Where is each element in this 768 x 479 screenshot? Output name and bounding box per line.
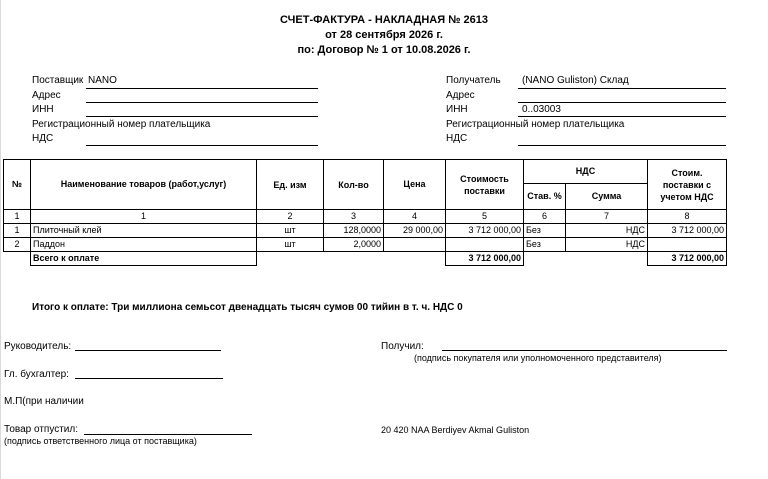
supplier-name-line [86,88,318,89]
recipient-address-line [518,102,726,103]
col-number: 1 [4,210,31,224]
recipient-reg-label: Регистрационный номер плательщика [446,119,625,130]
col-header-price: Цена [384,160,446,210]
total-spacer [4,252,31,266]
supplier-name: NANO [88,75,117,86]
row-unit: шт [257,238,324,252]
total-label: Всего к оплате [31,252,257,266]
column-number-row [4,210,727,224]
total-spacer [257,252,324,266]
recipient-inn-value: 0..03003 [522,104,561,115]
received-note: (подпись покупателя или уполномоченного представителя) [414,353,662,363]
supplier-address-line [86,102,318,103]
director-label: Руководитель: [4,341,72,352]
col-header-vat-rate: Став. % [524,184,566,210]
total-spacer [566,252,648,266]
col-header-vat-sum: Сумма [566,184,648,210]
supplier-address-label: Адрес [32,90,61,101]
row-num: 1 [4,224,31,238]
supplier-reg-label: Регистрационный номер плательщика [32,119,211,130]
table-row [4,238,727,252]
col-number: 5 [446,210,524,224]
col-number: 4 [384,210,446,224]
total-cost: 3 712 000,00 [446,252,524,266]
payment-summary: Итого к оплате: Три миллиона семьсот двенадцать тысяч сумов 00 тийин в т. ч. НДС 0 [32,302,463,313]
row-total: 3 712 000,00 [648,224,727,238]
row-unit: шт [257,224,324,238]
col-header-total: Стоим. поставки с учетом НДС [648,160,727,210]
col-number: 6 [524,210,566,224]
row-name: Паддон [31,238,257,252]
col-header-qty: Кол-во [324,160,384,210]
agent-info: 20 420 NAA Berdiyev Akmal Guliston [381,425,530,435]
page-edge [0,0,1,479]
col-number: 8 [648,210,727,224]
row-price [384,238,446,252]
col-header-name: Наименование товаров (работ,услуг) [31,160,257,210]
total-row [4,252,727,266]
invoice-contract: по: Договор № 1 от 10.08.2026 г. [297,44,471,56]
received-label: Получил: [381,341,424,352]
row-cost [446,238,524,252]
supplier-label: Поставщик [32,75,84,86]
row-total [648,238,727,252]
total-spacer [324,252,384,266]
invoice-date: от 28 сентября 2026 г. [325,29,443,41]
recipient-label: Получатель [446,75,501,86]
recipient-inn-label: ИНН [446,104,468,115]
released-label: Товар отпустил: [4,424,78,435]
col-number: 3 [324,210,384,224]
supplier-inn-label: ИНН [32,104,54,115]
row-cost: 3 712 000,00 [446,224,524,238]
supplier-vat-line [86,145,318,146]
released-sign-line [84,434,252,435]
recipient-name: (NANO Guliston) Склад [522,75,629,86]
col-header-unit: Ед. изм [257,160,324,210]
released-note: (подпись ответственного лица от поставщика) [4,436,197,446]
seal-label: М.П(при наличии [4,396,84,407]
director-sign-line [75,350,221,351]
recipient-inn-line [518,116,726,117]
row-qty: 2,0000 [324,238,384,252]
col-number: 2 [257,210,324,224]
total-sum: 3 712 000,00 [648,252,727,266]
invoice-title: СЧЕТ-ФАКТУРА - НАКЛАДНАЯ № 2613 [280,14,488,26]
row-vat-rate: Без [524,224,566,238]
col-number: 1 [31,210,257,224]
accountant-sign-line [75,378,223,379]
total-spacer [384,252,446,266]
supplier-inn-line [86,116,318,117]
received-sign-line [442,350,727,351]
row-price: 29 000,00 [384,224,446,238]
col-header-num: № [4,160,31,210]
row-vat-sum: НДС [566,224,648,238]
invoice-table [3,159,727,266]
table-row [4,224,727,238]
row-vat-rate: Без [524,238,566,252]
recipient-name-line [518,88,726,89]
recipient-address-label: Адрес [446,90,475,101]
row-num: 2 [4,238,31,252]
supplier-vat-label: НДС [32,133,54,144]
total-spacer [524,252,566,266]
row-qty: 128,0000 [324,224,384,238]
row-name: Плиточный клей [31,224,257,238]
accountant-label: Гл. бухгалтер: [4,369,69,380]
row-vat-sum: НДС [566,238,648,252]
recipient-vat-line [518,145,726,146]
col-header-cost: Стоимость поставки [446,160,524,210]
col-header-vat: НДС [524,160,648,184]
recipient-vat-label: НДС [446,133,468,144]
col-number: 7 [566,210,648,224]
